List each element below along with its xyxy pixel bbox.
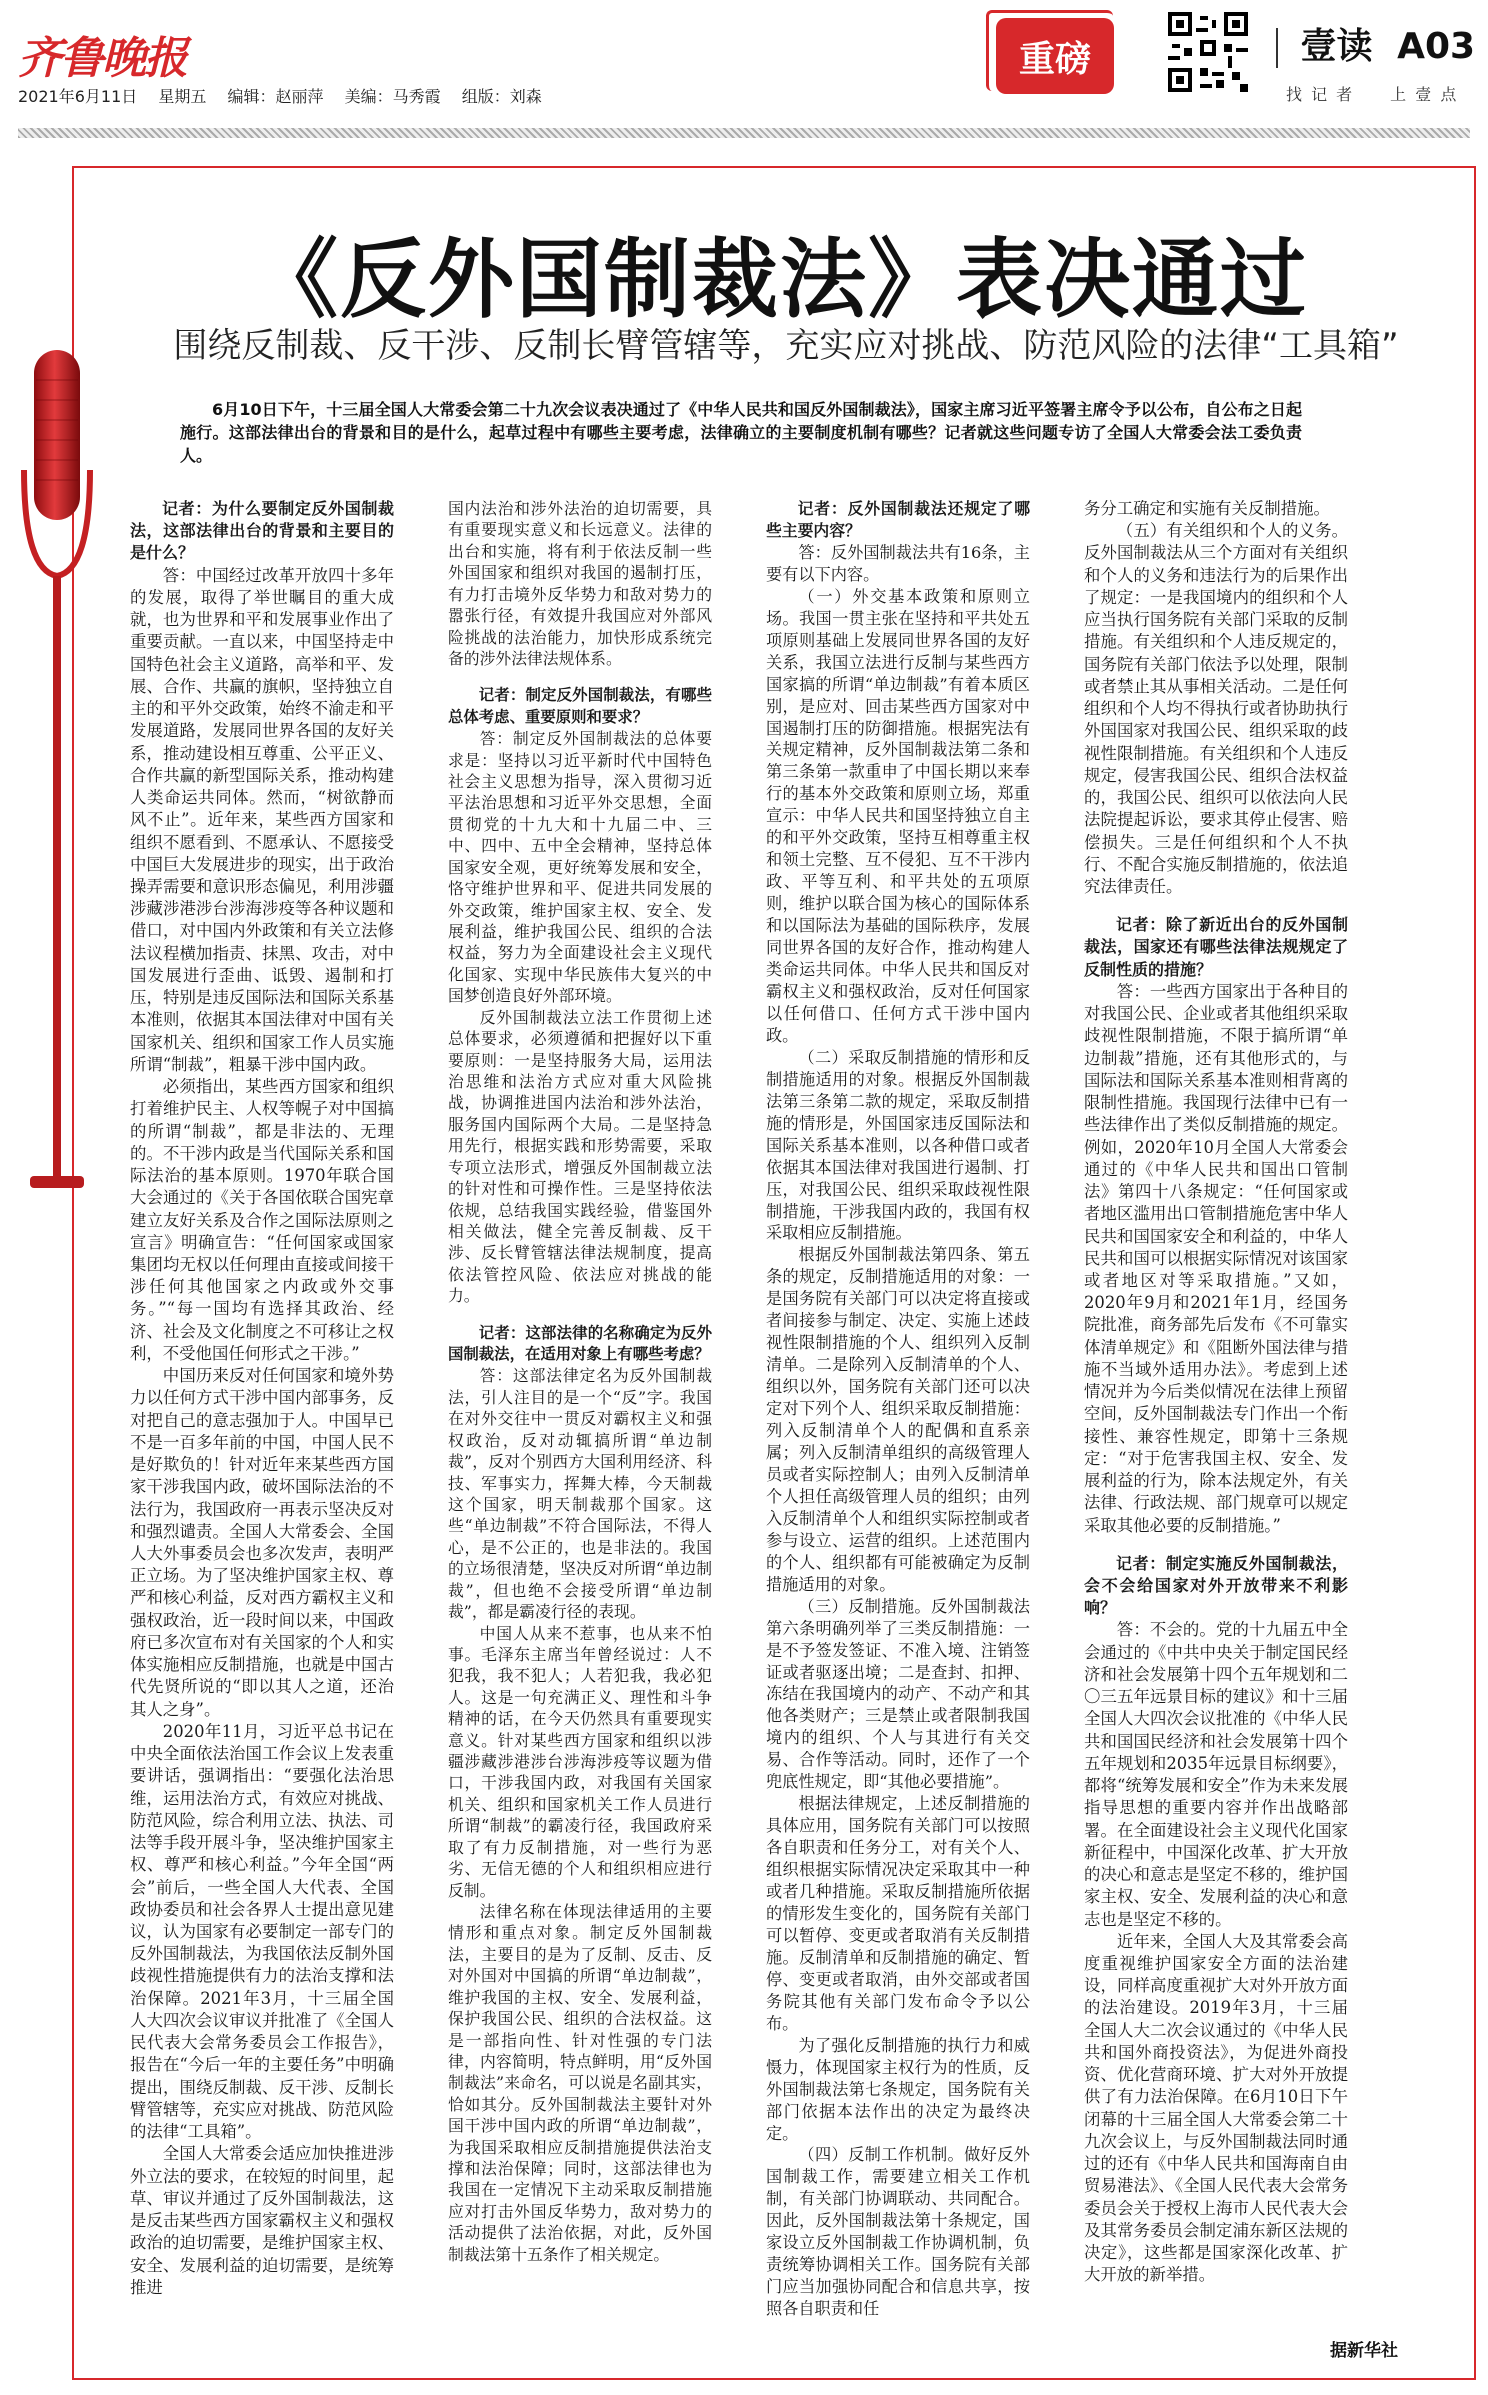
article-paragraph: 近年来，全国人大及其常委会高度重视维护国家安全方面的法治建设，同样高度重视扩大对外开放方面的法治建设。2019年3月，十三届全国人大二次会议通过的《中华人民共和国外商投资法》，为促进外商投资、优化营商环境、扩大对外开放提供了有力法治保障。在6月10日下午闭幕的十三届全国人大常委会第二十九次会议上，与反外国制裁法同时通过的还有《中华人民共和国海南自由贸易港法》、《全国人民代表大会常务委员会关于授权上海市人民代表大会及其常务委员会制定浦东新区法规的决定》，这些都是国家深化改革、扩大开放的新举措。 — [1084, 1931, 1348, 2285]
article-paragraph: 根据法律规定，上述反制措施的具体应用，国务院有关部门可以按照各自职责和任务分工，对有关个人、组织根据实际情况决定采取其中一种或者几种措施。采取反制措施所依据的情形发生变化的，国务院有关部门可以暂停、变更或者取消有关反制措施。反制清单和反制措施的确定、暂停、变更或者取消，由外交部或者国务院其他有关部门发布命令予以公布。 — [766, 1794, 1030, 2033]
article-paragraph: 法律名称在体现法律适用的主要情形和重点对象。制定反外国制裁法，主要目的是为了反制、反击、反对外国对中国搞的所谓“单边制裁”，维护我国的主权、安全、发展利益，保护我国公民、组织的合法权益。这是一部指向性、针对性强的专门法律，内容简明，特点鲜明，用“反外国制裁法”来命名，可以说是名副其实，恰如其分。反外国制裁法主要针对外国干涉中国内政的所谓“单边制裁”，为我国采取相应反制措施提供法治支撑和法治保障；同时，这部法律也为我国在一定情况下主动采取反制措施应对打击外国反华势力，敌对势力的活动提供了法治依据，对此，反外国制裁法第十五条作了相关规定。 — [448, 1902, 712, 2264]
article-paragraph: 为了强化反制措施的执行力和威慑力，体现国家主权行为的性质，反外国制裁法第七条规定，国务院有关部门依据本法作出的决定为最终决定。 — [766, 2035, 1030, 2143]
article-paragraph: （四）反制工作机制。做好反外国制裁工作，需要建立相关工作机制，有关部门协调联动、共同配合。因此，反外国制裁法第十条规定，国家设立反外国制裁工作协调机制，负责统筹协调相关工作。国务院有关部门应当加强协同配合和信息共享，按照各自职责和任 — [766, 2145, 1030, 2319]
article-paragraph: 国内法治和涉外法治的迫切需要，具有重要现实意义和长远意义。法律的出台和实施，将有利于依法反制一些外国国家和组织对我国的遏制打压，有力打击境外反华势力和敌对势力的嚣张行径，有效提升我国应对外部风险挑战的法治能力，加快形成系统完备的涉外法律法规体系。 — [448, 499, 712, 668]
article-paragraph: 2020年11月，习近平总书记在中央全面依法治国工作会议上发表重要讲话，强调指出：“要强化法治思维，运用法治方式，有效应对挑战、防范风险，综合利用立法、执法、司法等手段开展斗争，坚决维护国家主权、尊严和核心利益。”今年全国“两会”前后，一些全国人大代表、全国政协委员和社会各界人士提出意见建议，认为国家有必要制定一部专门的反外国制裁法，为我国依法反制外国歧视性措施提供有力的法治支撑和法治保障。2021年3月，十三届全国人大四次会议审议并批准了《全国人民代表大会常务委员会工作报告》，报告在“今后一年的主要任务”中明确提出，围绕反制裁、反干涉、反制长臂管辖等，充实应对挑战、防范风险的法律“工具箱”。 — [130, 1721, 394, 2142]
page-info — [1276, 18, 1475, 69]
article-paragraph: （五）有关组织和个人的义务。反外国制裁法从三个方面对有关组织和个人的义务和违法行为的后果作出了规定：一是我国境内的组织和个人应当执行国务院有关部门采取的反制措施。有关组织和个人违反规定的，国务院有关部门依法予以处理，限制或者禁止其从事相关活动。二是任何组织和个人均不得执行或者协助执行外国国家对我国公民、组织采取的歧视性限制措施。有关组织和个人违反规定，侵害我国公民、组织合法权益的，我国公民、组织可以依法向人民法院提起诉讼，要求其停止侵害、赔偿损失。三是任何组织和个人不执行、不配合实施反制措施的，依法追究法律责任。 — [1084, 521, 1348, 896]
article-column-2 — [448, 498, 712, 2265]
subheadline: 围绕反制裁、反干涉、反制长臂管辖等，充实应对挑战、防范风险的法律“工具箱” — [173, 326, 1399, 366]
qr-code-icon[interactable] — [1168, 12, 1248, 92]
source-credit: 据新华社 — [1330, 2341, 1398, 2361]
article-paragraph: （三）反制措施。反外国制裁法第六条明确列举了三类反制措施：一是不予签发签证、不准入境、注销签证或者驱逐出境；二是查封、扣押、冻结在我国境内的动产、不动产和其他各类财产；三是禁止或者限制我国境内的组织、个人与其进行有关交易、合作等活动。同时，还作了一个兜底性规定，即“其他必要措施”。 — [766, 1596, 1030, 1792]
masthead — [0, 0, 1488, 140]
interview-question: 记者：反外国制裁法还规定了哪些主要内容？ — [766, 499, 1030, 540]
article-paragraph: 根据反外国制裁法第四条、第五条的规定，反制措施适用的对象：一是国务院有关部门可以决定将直接或者间接参与制定、决定、实施上述歧视性限制措施的个人、组织列入反制清单。二是除列入反制清单的个人、组织以外，国务院有关部门还可以决定对下列个人、组织采取反制措施：列入反制清单个人的配偶和直系亲属；列入反制清单组织的高级管理人员或者实际控制人；由列入反制清单个人担任高级管理人员的组织；由列入反制清单个人和组织实际控制或者参与设立、运营的组织。上述范围内的个人、组织都有可能被确定为反制措施适用的对象。 — [766, 1245, 1030, 1594]
article-column-4 — [1084, 498, 1348, 2287]
microphone-icon — [20, 350, 94, 1220]
article-paragraph: 答：一些西方国家出于各种目的对我国公民、企业或者其他组织采取歧视性限制措施，不限于搞所谓“单边制裁”措施，还有其他形式的，与国际法和国际关系基本准则相背离的限制性措施。我国现行法律中已有一些法律作出了类似反制措施的规定。例如，2020年10月全国人大常委会通过的《中华人民共和国出口管制法》第四十八条规定：“任何国家或者地区滥用出口管制措施危害中华人民共和国国家安全和利益的，中华人民共和国可以根据实际情况对该国家或者地区对等采取措施。”又如，2020年9月和2021年1月，经国务院批准，商务部先后发布《不可靠实体清单规定》和《阻断外国法律与措施不当域外适用办法》。考虑到上述情况并为今后类似情况在法律上预留空间，反外国制裁法专门作出一个衔接性、兼容性规定，即第十三条规定：“对于危害我国主权、安全、发展利益的行为，除本法规定外，有关法律、行政法规、部门规章可以规定采取其他必要的反制措施。” — [1084, 981, 1348, 1535]
article-paragraph: 答：反外国制裁法共有16条，主要有以下内容。 — [766, 542, 1030, 584]
page-number: A03 — [1397, 26, 1476, 67]
article-paragraph: （二）采取反制措施的情形和反制措施适用的对象。根据反外国制裁法第三条第二款的规定，采取反制措施的情形是，外国国家违反国际法和国际关系基本准则，以各种借口或者依据其本国法律对我国进行遏制、打压，对我国公民、组织采取歧视性限制措施，干涉我国内政的，我国有权采取相应反制措施。 — [766, 1047, 1030, 1243]
interview-question: 记者：制定反外国制裁法，有哪些总体考虑、重要原则和要求？ — [448, 686, 712, 726]
headline: 《反外国制裁法》表决通过 — [252, 229, 1308, 330]
newspaper-logo: 齐鲁晚报 — [18, 33, 186, 84]
interview-question: 记者：为什么要制定反外国制裁法，这部法律出台的背景和主要目的是什么？ — [130, 499, 394, 563]
article-paragraph: 反外国制裁法立法工作贯彻上述总体要求，必须遵循和把握好以下重要原则：一是坚持服务大局，运用法治思维和法治方式应对重大风险挑战，协调推进国内法治和涉外法治，服务国内国际两个大局。二是坚持急用先行，根据实践和形势需要，采取专项立法形式，增强反外国制裁立法的针对性和可操作性。三是坚持依法依规，总结我国实践经验，借鉴国外相关做法，健全完善反制裁、反干涉、反长臂管辖法律法规制度，提高依法管控风险、依法应对挑战的能力。 — [448, 1007, 712, 1306]
article-paragraph: （一）外交基本政策和原则立场。我国一贯主张在坚持和平共处五项原则基础上发展同世界各国的友好关系，我国立法进行反制与某些西方国家搞的所谓“单边制裁”有着本质区别，是应对、回击某些西方国家对中国遏制打压的防御措施。根据宪法有关规定精神，反外国制裁法第二条和第三条第一款重申了中国长期以来奉行的基本外交政策和原则立场，郑重宣示：中华人民共和国坚持独立自主的和平外交政策，坚持互相尊重主权和领土完整、互不侵犯、互不干涉内政、平等互利、和平共处的五项原则，维护以联合国为核心的国际体系和以国际法为基础的国际秩序，发展同世界各国的友好合作，推动构建人类命运共同体。中华人民共和国反对霸权主义和强权政治，反对任何国家以任何借口、任何方式干涉中国内政。 — [766, 586, 1030, 1045]
article-paragraph: 务分工确定和实施有关反制措施。 — [1084, 499, 1330, 518]
article-paragraph: 中国历来反对任何国家和境外势力以任何方式干涉中国内部事务，反对把自己的意志强加于人。中国早已不是一百多年前的中国，中国人民不是好欺负的！针对近年来某些西方国家干涉我国内政，破坏国际法治的不法行为，我国政府一再表示坚决反对和强烈谴责。全国人大常委会、全国人大外事委员会也多次发声，表明严正立场。为了坚决维护国家主权、尊严和核心利益，反对西方霸权主义和强权政治，近一段时间以来，中国政府已多次宣布对有关国家的个人和实体实施相应反制措施，也就是中国古代先贤所说的“即以其人之道，还治其人之身”。 — [130, 1366, 394, 1719]
interview-question: 记者：制定实施反外国制裁法，会不会给国家对外开放带来不利影响？ — [1084, 1553, 1348, 1618]
header-divider — [18, 128, 1470, 138]
section-tag: 重磅 — [996, 18, 1114, 94]
lead-paragraph: 6月10日下午，十三届全国人大常委会第二十九次会议表决通过了《中华人民共和国反外国制裁法》，国家主席习近平签署主席令予以公布，自公布之日起施行。这部法律出台的背景和目的是什么，起草过程中有哪些主要考虑，法律确立的主要制度机制有哪些？记者就这些问题专访了全国人大常委会法工委负责人。 — [180, 400, 1302, 465]
layout-editor: 组版：刘森 — [461, 87, 542, 106]
brand-name: 壹读 — [1300, 26, 1373, 67]
dateline — [18, 84, 558, 107]
editor: 编辑：赵丽萍 — [227, 87, 324, 106]
article-paragraph: 答：不会的。党的十九届五中全会通过的《中共中央关于制定国民经济和社会发展第十四个五年规划和二〇三五年远景目标的建议》和十三届全国人大四次会议批准的《中华人民共和国国民经济和社会发展第十四个五年规划和2035年远景目标纲要》，都将“统筹发展和安全”作为未来发展指导思想的重要内容并作出战略部署。在全面建设社会主义现代化国家新征程中，中国深化改革、扩大开放的决心和意志是坚定不移的，维护国家主权、安全、发展利益的决心和意志也是坚定不移的。 — [1084, 1620, 1348, 1929]
article-column-1 — [130, 498, 394, 2299]
art-editor: 美编：马秀霞 — [344, 87, 441, 106]
article-paragraph: 中国人从来不惹事，也从来不怕事。毛泽东主席当年曾经说过：人不犯我，我不犯人；人若犯我，我必犯人。这是一句充满正义、理性和斗争精神的话，在今天仍然具有重要现实意义。针对某些西方国家和组织以涉疆涉藏涉港涉台涉海涉疫等议题为借口，干涉我国内政，对我国有关国家机关、组织和国家机关工作人员进行所谓“制裁”的霸凌行径，我国政府采取了有力反制措施，对一些行为恶劣、无信无德的个人和组织相应进行反制。 — [448, 1623, 712, 1900]
article-paragraph: 答：制定反外国制裁法的总体要求是：坚持以习近平新时代中国特色社会主义思想为指导，深入贯彻习近平法治思想和习近平外交思想，全面贯彻党的十九大和十九届二中、三中、四中、五中全会精神，坚持总体国家安全观，更好统筹发展和安全，恪守维护世界和平、促进共同发展的外交政策，维护国家主权、安全、发展利益，维护我国公民、组织的合法权益，努力为全面建设社会主义现代化国家、实现中华民族伟大复兴的中国梦创造良好外部环境。 — [448, 729, 712, 1006]
issue-date: 2021年6月11日 — [18, 87, 138, 106]
article-paragraph: 全国人大常委会适应加快推进涉外立法的要求，在较短的时间里，起草、审议并通过了反外国制裁法，这是反击某些西方国家霸权主义和强权政治的迫切需要，是维护国家主权、安全、发展利益的迫切需要，是统筹推进 — [130, 2144, 394, 2297]
article-column-3 — [766, 498, 1030, 2320]
article-paragraph: 答：这部法律定名为反外国制裁法，引人注目的是一个“反”字。我国在对外交往中一贯反对霸权主义和强权政治，反对动辄搞所谓“单边制裁”，反对个别西方大国利用经济、科技、军事实力，挥舞大棒，今天制裁这个国家，明天制裁那个国家。这些“单边制裁”不符合国际法，不得人心，是不公正的，也是非法的。我国的立场很清楚，坚决反对所谓“单边制裁”，但也绝不会接受所谓“单边制裁”，都是霸凌行径的表现。 — [448, 1366, 712, 1622]
tagline: 找 记 者 上 壹 点 — [1286, 85, 1459, 104]
interview-question: 记者：这部法律的名称确定为反外国制裁法，在适用对象上有哪些考虑？ — [448, 1323, 712, 1364]
interview-question: 记者：除了新近出台的反外国制裁法，国家还有哪些法律法规规定了反制性质的措施？ — [1084, 915, 1348, 979]
article-paragraph: 必须指出，某些西方国家和组织打着维护民主、人权等幌子对中国搞的所谓“制裁”，都是非法的、无理的。不干涉内政是当代国际关系和国际法治的基本原则。1970年联合国大会通过的《关于各国依联合国宪章建立友好关系及合作之国际法原则之宣言》明确宣告：“任何国家或国家集团均无权以任何理由直接或间接干涉任何其他国家之内政或外交事务。”“每一国均有选择其政治、经济、社会及文化制度之不可移让之权利，不受他国任何形式之干涉。” — [130, 1077, 394, 1363]
page-info-divider — [1276, 28, 1278, 68]
issue-weekday: 星期五 — [158, 87, 207, 106]
article-paragraph: 答：中国经过改革开放四十多年的发展，取得了举世瞩目的重大成就，也为世界和平和发展事业作出了重要贡献。一直以来，中国坚持走中国特色社会主义道路，高举和平、发展、合作、共赢的旗帜，坚持独立自主的和平外交政策，始终不渝走和平发展道路，发展同世界各国的友好关系，推动建设相互尊重、公平正义、合作共赢的新型国际关系，推动构建人类命运共同体。然而，“树欲静而风不止”。近年来，某些西方国家和组织不愿看到、不愿承认、不愿接受中国巨大发展进步的现实，出于政治操弄需要和意识形态偏见，利用涉疆涉藏涉港涉台涉海涉疫等各种议题和借口，对中国内外政策和有关立法修法议程横加指责、抹黑、攻击，对中国发展进行歪曲、诋毁、遏制和打压，特别是违反国际法和国际关系基本准则，依据其本国法律对中国有关国家机关、组织和国家工作人员实施所谓“制裁”，粗暴干涉中国内政。 — [130, 565, 394, 1074]
